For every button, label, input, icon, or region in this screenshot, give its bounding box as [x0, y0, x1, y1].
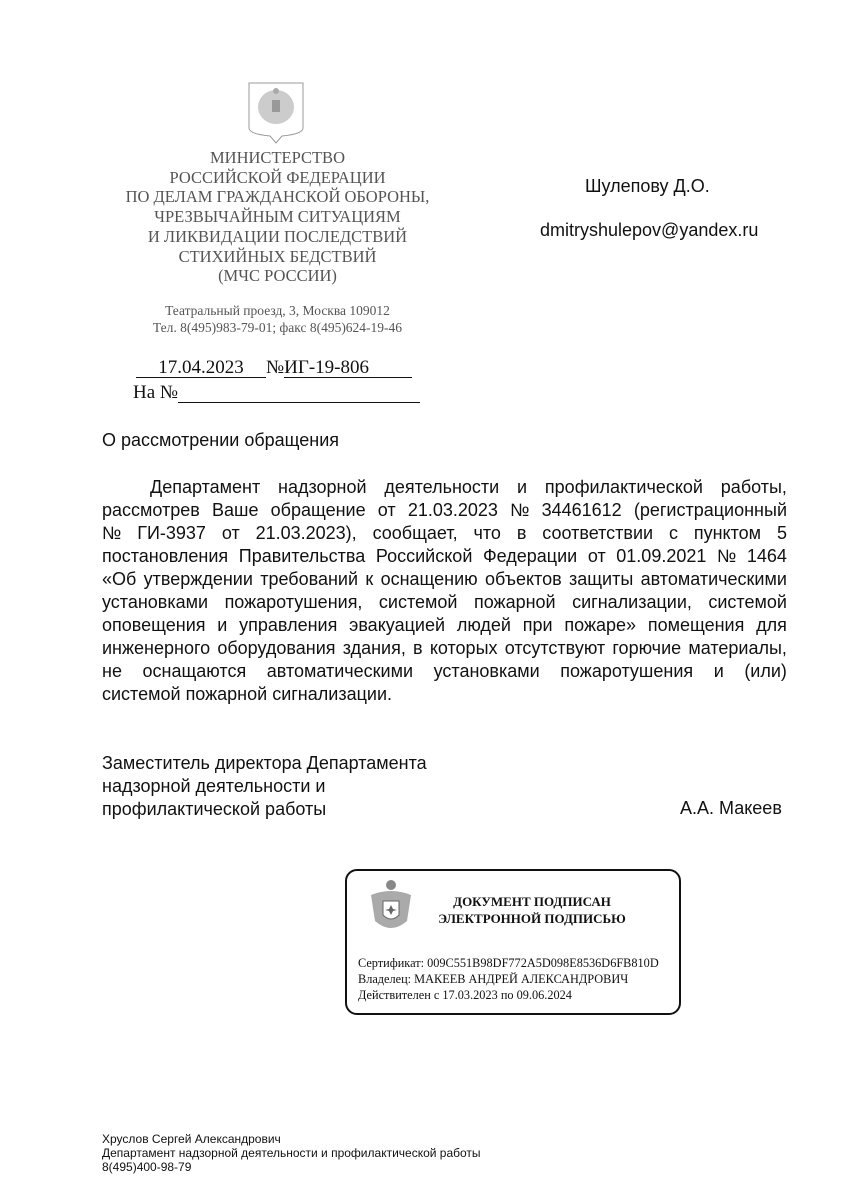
signatory-title [102, 752, 427, 821]
registration-line [136, 357, 412, 379]
org-line: СТИХИЙНЫХ БЕДСТВИЙ [178, 246, 377, 266]
coat-of-arms-icon [248, 82, 304, 144]
executor-department: Департамент надзорной деятельности и профилактической работы [102, 1146, 481, 1160]
org-line: (МЧС РОССИИ) [218, 266, 337, 286]
ministry-name [100, 148, 455, 286]
body-line: не оснащаются автоматическими установками пожаротушения и (или) [102, 661, 787, 681]
certificate-number: Сертификат: 009C551B98DF772A5D098E8536D6FB810D [358, 956, 659, 970]
executor-info [102, 1132, 481, 1174]
address: Театральный проезд, 3, Москва 109012 [165, 303, 390, 318]
recipient-email[interactable]: dmitryshulepov@yandex.ru [540, 220, 759, 240]
body-line: оповещения и управления эвакуацией людей при пожаре» помещения для [102, 615, 787, 635]
signatory-title-line: профилактической работы [102, 799, 327, 819]
body-line: установками пожаротушения, системой пожарной сигнализации, системой [102, 592, 787, 612]
ministry-address [100, 302, 455, 336]
org-line: РОССИЙСКОЙ ФЕДЕРАЦИИ [169, 167, 386, 187]
letter-subject: О рассмотрении обращения [102, 430, 340, 450]
certificate-owner: Владелец: МАКЕЕВ АНДРЕЙ АЛЕКСАНДРОВИЧ [358, 972, 629, 986]
body-line: «Об утверждении требований к оснащению объектов защиты автоматическими [102, 569, 787, 589]
body-line: системой пожарной сигнализации. [102, 684, 392, 704]
letter-number: ИГ-19-806 [284, 358, 412, 378]
body-line: № ГИ-3937 от 21.03.2023), сообщает, что в соответствии с пунктом 5 [102, 523, 787, 543]
recipient-name: Шулепову Д.О. [585, 176, 710, 196]
org-line: МИНИСТЕРСТВО [210, 148, 345, 167]
number-label: № [266, 357, 285, 378]
body-line: инженерного оборудования здания, в которых отсутствуют горючие материалы, [102, 638, 787, 658]
certificate-validity: Действителен с 17.03.2023 по 09.06.2024 [358, 988, 572, 1002]
body-line: постановления Правительства Российской Федерации от 01.09.2021 № 1464 [102, 546, 787, 566]
org-line: ПО ДЕЛАМ ГРАЖДАНСКОЙ ОБОРОНЫ, [125, 187, 430, 207]
signatory-title-line: Заместитель директора Департамента [102, 753, 427, 773]
letter-date: 17.04.2023 [136, 358, 266, 378]
mchs-emblem-icon [367, 877, 415, 944]
org-line: ЧРЕЗВЫЧАЙНЫМ СИТУАЦИЯМ [154, 207, 401, 227]
phone-fax: Тел. 8(495)983-79-01; факс 8(495)624-19-46 [152, 320, 403, 335]
letter-body [102, 476, 787, 706]
stamp-title-line: ЭЛЕКТРОННОЙ ПОДПИСЬЮ [438, 911, 626, 926]
reply-label: На № [133, 382, 179, 403]
signatory-title-line: надзорной деятельности и [102, 776, 326, 796]
reply-line [133, 382, 420, 404]
signatory-name: А.А. Макеев [680, 798, 782, 818]
body-line: Департамент надзорной деятельности и профилактической работы, [150, 477, 787, 497]
executor-name: Хруслов Сергей Александрович [102, 1132, 281, 1146]
executor-phone: 8(495)400-98-79 [102, 1160, 192, 1174]
e-signature-stamp [345, 869, 681, 1015]
org-line: И ЛИКВИДАЦИИ ПОСЛЕДСТВИЙ [147, 226, 408, 246]
body-line: рассмотрев Ваше обращение от 21.03.2023 № 34461612 (регистрационный [102, 500, 787, 520]
stamp-title-line: ДОКУМЕНТ ПОДПИСАН [453, 894, 611, 909]
